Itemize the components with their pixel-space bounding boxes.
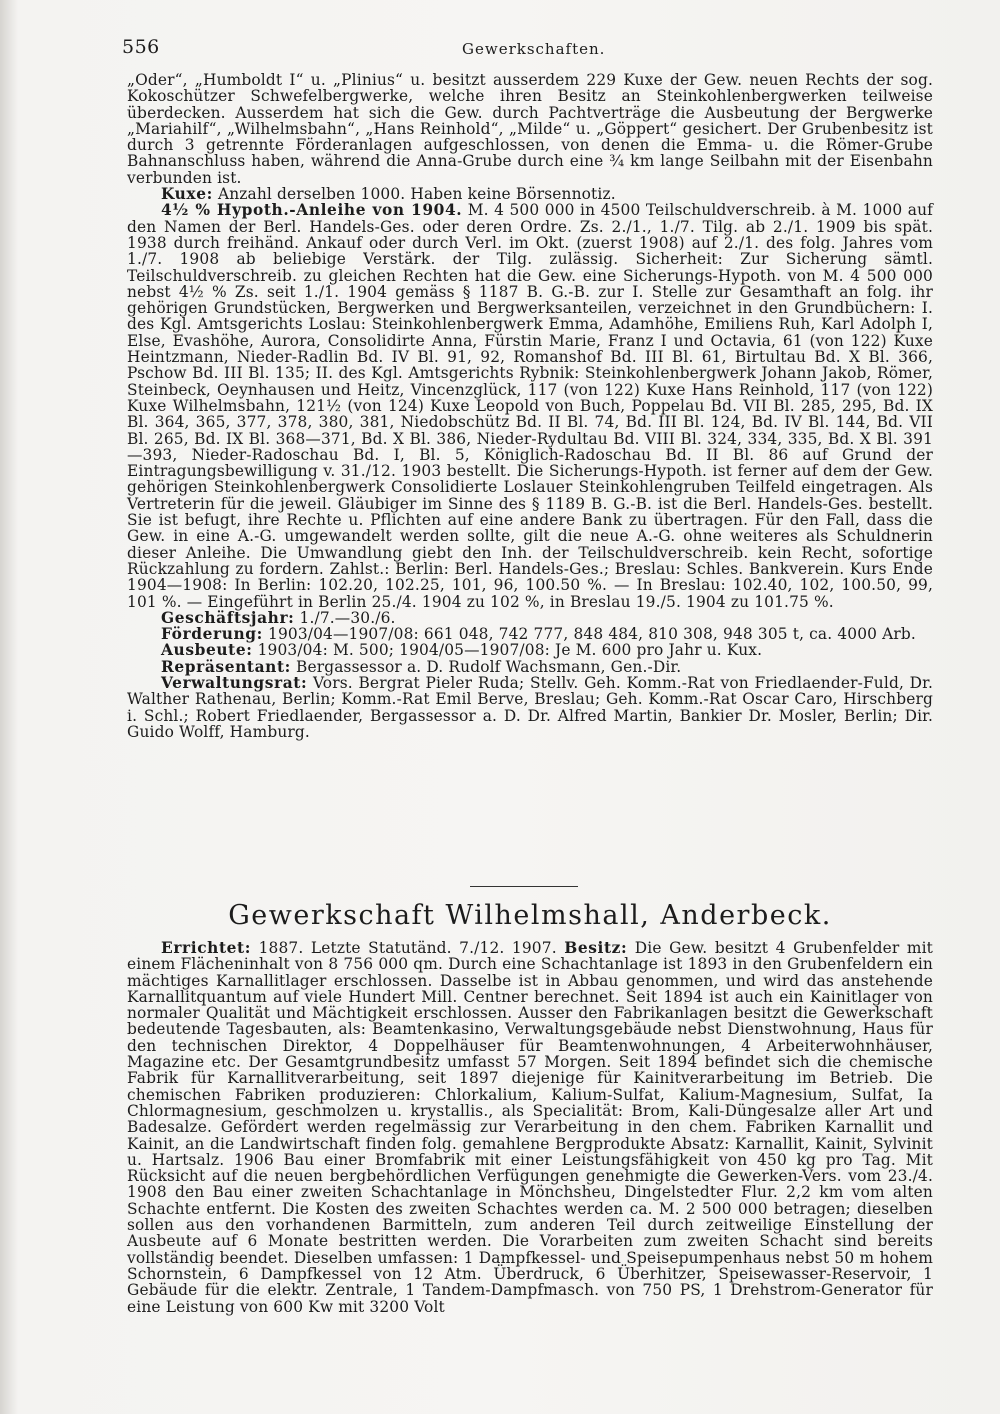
paragraph-mine-description: „Oder“, „Humboldt I“ u. „Plinius“ u. besitzt ausserdem 229 Kuxe der Gew. neuen Rechts der sog. Kokoschützer Schwefelbergwerke, welche ihren Besitz an Steinkohlenbergwerken teilweise überdecken. Ausserdem hat sich die Gew. durch Pachtverträge die Ausbeutung der Bergwerke „Mariahilf“, „Wilhelmsbahn“, „Hans Reinhold“, „Milde“ u. „Göppert“ gesichert. Der Grubenbesitz ist durch 3 getrennte Förderanlagen aufgeschlossen, von denen die Emma- u. die Römer-Grube Bahnanschluss haben, während die Anna-Grube durch eine ¾ km lange Seilbahn mit der Eisenbahn verbunden ist. [127,71,933,187]
text-repraesentant: Bergassessor a. D. Rudolf Wachsmann, Gen.-Dir. [295,657,682,676]
text-foerderung: 1903/04—1907/08: 661 048, 742 777, 848 484, 810 308, 948 305 t, ca. 4000 Arb. [268,625,916,644]
paragraph-verwaltungsrat [127,675,933,740]
label-geschaeftsjahr: Geschäftsjahr: [161,608,295,627]
paragraph-repraesentant [127,659,933,675]
page-number: 556 [122,36,160,58]
text-ausbeute: 1903/04: M. 500; 1904/05—1907/08: Je M. 600 pro Jahr u. Kux. [257,641,763,660]
text-verwaltungsrat: Vors. Bergrat Pieler Ruda; Stellv. Geh. Komm.-Rat von Friedlaender-Fuld, Dr. Walther Rathenau, Berlin; Komm.-Rat Emil Berve, Breslau; Geh. Komm.-Rat Oscar Caro, Hirschberg i. Schl.; Robert Friedlaender, Bergassessor a. D. Dr. Alfred Martin, Bankier Dr. Mosler, Berlin; Dir. Guido Wolff, Hamburg. [127,673,933,741]
running-header: Gewerkschaften. [462,40,606,58]
paragraph-geschaeftsjahr [127,610,933,626]
text-kuxe: Anzahl derselben 1000. Haben keine Börsennotiz. [217,185,616,204]
text-besitz: Die Gew. besitzt 4 Grubenfelder mit einem Flächeninhalt von 8 756 000 qm. Durch eine Schachtanlage ist 1893 in den Grubenfeldern ein mächtiges Karnallitlager erschlossen. Dasselbe ist in Abbau genommen, und wird das anstehende Karnallitquantum auf viele Hundert Mill. Centner berechnet. Seit 1894 ist auch ein Kainitlager von normaler Qualität und Mächtigkeit erschlossen. Ausser den Fabrikanlagen besitzt die Gewerkschaft bedeutende Tagesbauten, als: Beamtenkasino, Verwaltungsgebäude nebst Dienstwohnung, Haus für den technischen Direktor, 4 Doppelhäuser für Beamtenwohnungen, 4 Arbeiterwohnhäuser, Magazine etc. Der Gesamtgrundbesitz umfasst 57 Morgen. Seit 1894 befindet sich die chemische Fabrik für Karnallitverarbeitung, seit 1897 diejenige für Kainitverarbeitung im Betrieb. Die chemischen Fabriken produzieren: Chlorkalium, Kalium-Sulfat, Kalium-Magnesium, Sulfat, Ia Chlormagnesium, geschmolzen u. krystallis., als Specialität: Brom, Kali-Düngesalze aller Art und Badesalze. Gefördert werden regelmässig zur Verarbeitung in den chem. Fabriken Karnallit und Kainit, an die Landwirtschaft finden folg. gemahlene Bergprodukte Absatz: Karnallit, Kainit, Sylvinit u. Hartsalz. 1906 Bau einer Bromfabrik mit einer Leistungsfähigkeit von 450 kg pro Tag. Mit Rücksicht auf die neuen bergbehördlichen Verfügungen genehmigte die Gewerken-Vers. vom 23./4. 1908 den Bau einer zweiten Schachtanlage in Mönchsheu, Dingelstedter Flur. 2,2 km vom alten Schachte entfernt. Die Kosten des zweiten Schachtes werden ca. M. 2 500 000 betragen; dieselben sollen aus den vorhandenen Barmitteln, zum anderen Teil durch zeitweilige Einstellung der Ausbeute auf 6 Monate bestritten werden. Die Vorarbeiten zum zweiten Schacht sind bereits vollständig beendet. Dieselben umfassen: 1 Dampfkessel- und Speisepumpenhaus nebst 50 m hohem Schornstein, 6 Dampfkessel von 12 Atm. Überdruck, 6 Überhitzer, Speisewasser-Reservoir, 1 Gebäude für die elektr. Zentrale, 1 Tandem-Dampfmasch. von 750 PS, 1 Drehstrom-Generator für eine Leistung von 600 Kw mit 3200 Volt [127,939,933,1316]
paragraph-foerderung [127,626,933,642]
text-anleihe: M. 4 500 000 in 4500 Teilschuldverschreib. à M. 1000 auf den Namen der Berl. Handels-Ges. oder deren Ordre. Zs. 2./1., 1./7. Tilg. ab 2./1. 1909 bis spät. 1938 durch freihänd. Ankauf oder durch Verl. im Okt. (zuerst 1908) auf 2./1. des folg. Jahres vom 1./7. 1908 ab beliebige Verstärk. der Tilg. zulässig. Sicherheit: Zur Sicherung sämtl. Teilschuldverschreib. zu gleichen Rechten hat die Gew. eine Sicherungs-Hypoth. von M. 4 500 000 nebst 4½ % Zs. seit 1./1. 1904 gemäss § 1187 B. G.-B. zur I. Stelle zur Gesamthaft an folg. ihr gehörigen Grundstücken, Bergwerken und Bergwerksanteilen, verzeichnet in den Grundbüchern: I. des Kgl. Amtsgerichts Loslau: Steinkohlenbergwerk Emma, Adamhöhe, Emiliens Ruh, Karl Adolph I, Else, Evashöhe, Aurora, Consolidirte Anna, Fürstin Marie, Franz I und Octavia, 61 (von 122) Kuxe Heintzmann, Nieder-Radlin Bd. IV Bl. 91, 92, Romanshof Bd. III Bl. 61, Birtultau Bd. X Bl. 366, Pschow Bd. III Bl. 135; II. des Kgl. Amtsgerichts Rybnik: Steinkohlenbergwerk Johann Jakob, Römer, Steinbeck, Oeynhausen und Heitz, Vincenzglück, 117 (von 122) Kuxe Hans Reinhold, 117 (von 122) Kuxe Wilhelmsbahn, 121½ (von 124) Kuxe Leopold von Buch, Poppelau Bd. VII Bl. 285, 295, Bd. IX Bl. 364, 365, 377, 378, 380, 381, Niedobschütz Bd. II Bl. 74, Bd. III Bl. 124, Bd. IV Bl. 144, Bd. VII Bl. 265, Bd. IX Bl. 368—371, Bd. X Bl. 386, Nieder-Rydultau Bd. VIII Bl. 324, 334, 335, Bd. X Bl. 391—393, Nieder-Radoschau Bd. I, Bl. 5, Königlich-Radoschau Bd. II Bl. 86 auf Grund der Eintragungsbewilligung v. 31./12. 1903 bestellt. Die Sicherungs-Hypoth. ist ferner auf dem der Gew. gehörigen Steinkohlenbergwerk Consolidierte Loslauer Steinkohlengruben Teilfeld eingetragen. Als Vertreterin für die jeweil. Gläubiger im Sinne des § 1189 B. G.-B. ist die Berl. Handels-Ges. bestellt. Sie ist befugt, ihre Rechte u. Pflichten auf eine andere Bank zu übertragen. Für den Fall, dass die Gew. in eine A.-G. umgewandelt werden sollte, gilt die neue A.-G. ohne weiteres als Schuldnerin dieser Anleihe. Die Umwandlung giebt den Inh. der Teilschuldverschreib. kein Recht, sofortige Rückzahlung zu fordern. Zahlst.: Berlin: Berl. Handels-Ges.; Breslau: Schles. Bankverein. Kurs Ende 1904—1908: In Berlin: 102.20, 102.25, 101, 96, 100.50 %. — In Breslau: 102.40, 102, 100.50, 99, 101 %. — Eingeführt in Berlin 25./4. 1904 zu 102 %, in Breslau 19./5. 1904 zu 101.75 %. [127,201,933,611]
label-besitz: Besitz: [564,939,628,957]
label-kuxe: Kuxe: [161,185,213,204]
paragraph-errichtet-besitz [127,940,933,1315]
label-anleihe: 4½ % Hypoth.-Anleihe von 1904. [161,201,463,220]
section-continuation [127,72,933,740]
label-errichtet: Errichtet: [161,939,252,957]
section-divider [470,886,578,887]
text-errichtet: 1887. Letzte Statutänd. 7./12. 1907. [258,939,557,957]
paragraph-anleihe [127,202,933,609]
paragraph-ausbeute [127,642,933,658]
label-repraesentant: Repräsentant: [161,657,291,676]
paragraph-kuxe [127,186,933,202]
label-verwaltungsrat: Verwaltungsrat: [161,673,308,692]
label-foerderung: Förderung: [161,625,263,644]
text-geschaeftsjahr: 1./7.—30./6. [299,608,396,627]
section-wilhelmshall [127,940,933,1315]
label-ausbeute: Ausbeute: [161,641,253,660]
company-heading: Gewerkschaft Wilhelmshall, Anderbeck. [228,900,832,931]
